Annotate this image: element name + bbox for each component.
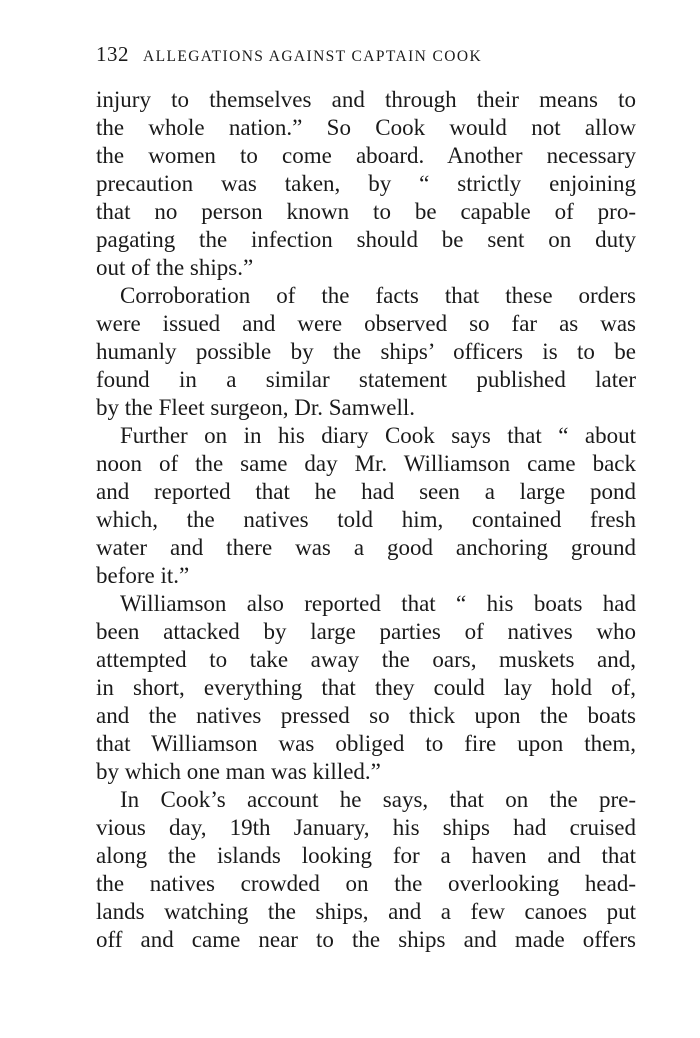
text-line: before it.”: [96, 563, 190, 588]
text-line: which, the natives told him, contained fresh: [96, 507, 636, 532]
text-line: injury to themselves and through their means to: [96, 87, 636, 112]
text-line: Corroboration of the facts that these orders: [120, 283, 636, 308]
text-line: found in a similar statement published later: [96, 367, 636, 392]
text-line: lands watching the ships, and a few canoes put: [96, 899, 636, 924]
text-line: Williamson also reported that “ his boats had: [120, 591, 636, 616]
text-line: the natives crowded on the overlooking head-: [96, 871, 636, 896]
text-line: off and came near to the ships and made offers: [96, 927, 636, 952]
text-line: humanly possible by the ships’ officers is to be: [96, 339, 636, 364]
running-head: [96, 42, 636, 72]
text-line: in short, everything that they could lay hold of,: [96, 675, 636, 700]
text-line: been attacked by large parties of natives who: [96, 619, 636, 644]
running-title: ALLEGATIONS AGAINST CAPTAIN COOK: [143, 48, 483, 65]
text-line: the women to come aboard. Another necessary: [96, 143, 636, 168]
body-text: [96, 86, 636, 954]
text-line: that Williamson was obliged to fire upon them,: [96, 731, 636, 756]
text-line: out of the ships.”: [96, 255, 254, 280]
text-line: In Cook’s account he says, that on the pre-: [120, 787, 636, 812]
text-line: vious day, 19th January, his ships had cruised: [96, 815, 636, 840]
text-line: by the Fleet surgeon, Dr. Samwell.: [96, 395, 415, 420]
text-line: and the natives pressed so thick upon the boats: [96, 703, 636, 728]
text-line: Further on in his diary Cook says that “ about: [120, 423, 636, 448]
text-line: pagating the infection should be sent on duty: [96, 227, 636, 252]
text-line: attempted to take away the oars, muskets and,: [96, 647, 636, 672]
text-line: precaution was taken, by “ strictly enjoining: [96, 171, 636, 196]
book-page: [96, 42, 636, 954]
text-line: along the islands looking for a haven and that: [96, 843, 636, 868]
text-line: by which one man was killed.”: [96, 759, 381, 784]
text-line: water and there was a good anchoring ground: [96, 535, 636, 560]
page-number: 132: [96, 42, 129, 66]
text-line: that no person known to be capable of pro-: [96, 199, 636, 224]
text-line: noon of the same day Mr. Williamson came back: [96, 451, 636, 476]
text-line: and reported that he had seen a large pond: [96, 479, 636, 504]
text-line: were issued and were observed so far as was: [96, 311, 636, 336]
text-line: the whole nation.” So Cook would not allow: [96, 115, 636, 140]
